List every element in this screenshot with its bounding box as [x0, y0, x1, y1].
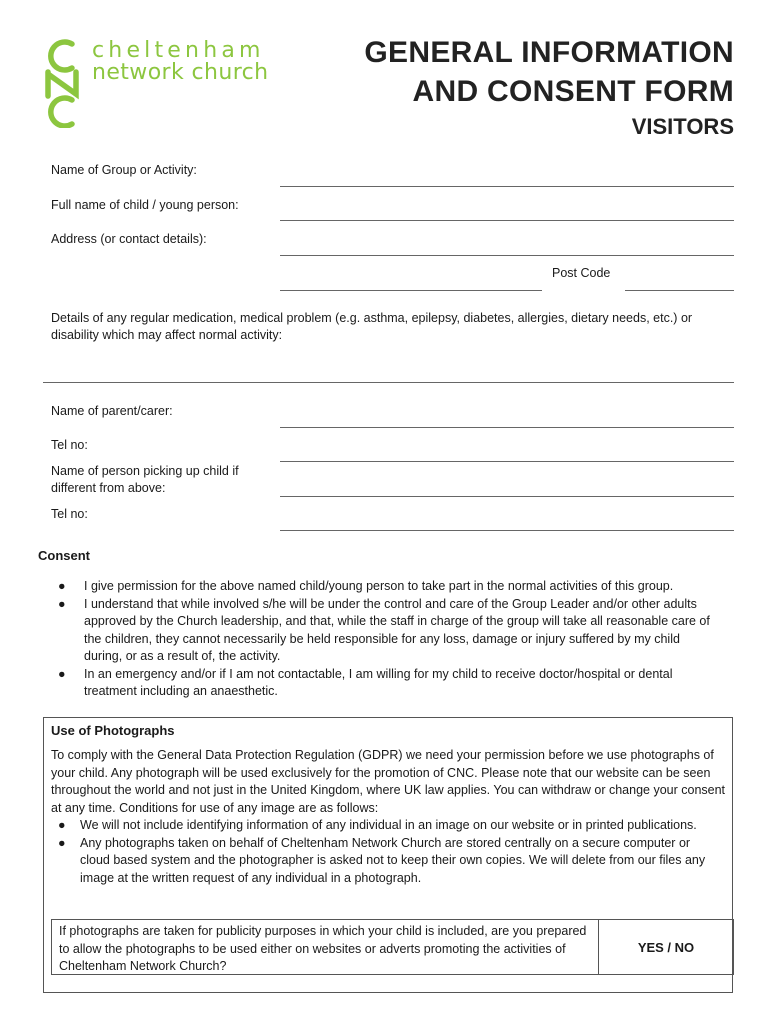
photo-consent-question: If photographs are taken for publicity purposes in which your child is included, are you prepared to allow the photographs to be used either on websites or adverts promoting the activities of Cheltenham Network Church?	[52, 920, 599, 974]
logo-text-line1: cheltenham	[92, 38, 265, 63]
pickup-label: Name of person picking up child if different from above:	[51, 464, 239, 495]
address-label: Address (or contact details):	[51, 232, 207, 246]
photographs-heading: Use of Photographs	[51, 723, 175, 738]
address-field-line2[interactable]	[280, 290, 542, 291]
full-name-label: Full name of child / young person:	[51, 198, 239, 212]
photo-consent-table	[51, 919, 734, 975]
tel-label: Tel no:	[51, 438, 88, 452]
form-subtitle: VISITORS	[631, 114, 734, 139]
parent-label: Name of parent/carer:	[51, 404, 173, 418]
bullet-icon: ●	[58, 818, 66, 832]
tel-field[interactable]	[280, 461, 734, 462]
bullet-icon: ●	[58, 596, 66, 611]
cnc-logo-icon	[38, 38, 86, 128]
bullet-icon: ●	[58, 579, 66, 593]
photographs-paragraph: To comply with the General Data Protection Regulation (GDPR) we need your permission before we use photographs of your child. Any photograph will be used exclusively for the promotion of CNC. Please note that our website can be seen throughout the world and not just in the United Kingdom, where UK law applies. You can withdraw or change your consent at any time. Conditions for use of any image are as follows:	[51, 748, 726, 815]
consent-item: ● I give permission for the above named child/young person to take part in the normal activities of this group.	[58, 578, 718, 596]
photo-consent-answer[interactable]: YES / NO	[637, 939, 695, 955]
full-name-field[interactable]	[280, 220, 734, 221]
consent-list	[58, 578, 718, 701]
consent-item: ● I understand that while involved s/he will be under the control and care of the Group Leader and/or other adults approved by the Church leadership, and that, while the staff in charge of the group will take all reasonable care of the children, they cannot necessarily be held responsible for any loss, damage or injury suffered by my child during, or as a result of, the activity.	[58, 596, 718, 666]
form-title-line1: GENERAL INFORMATION	[364, 36, 734, 69]
medical-label: Details of any regular medication, medical problem (e.g. asthma, epilepsy, diabetes, allergies, dietary needs, etc.) or disability which may affect normal activity:	[51, 311, 693, 342]
tel-label-2: Tel no:	[51, 507, 88, 521]
medical-field[interactable]	[43, 382, 734, 383]
consent-item: ● In an emergency and/or if I am not contactable, I am willing for my child to receive doctor/hospital or dental treatment including an anaesthetic.	[58, 666, 718, 701]
address-field[interactable]	[280, 255, 734, 256]
bullet-icon: ●	[58, 835, 66, 850]
logo-text-line2: network church	[92, 60, 269, 85]
parent-field[interactable]	[280, 427, 734, 428]
photographs-item: ● We will not include identifying information of any individual in an image on our website or in printed publications.	[58, 817, 723, 835]
consent-heading: Consent	[38, 548, 90, 563]
group-activity-field[interactable]	[280, 186, 734, 187]
form-title-line2: AND CONSENT FORM	[412, 75, 734, 108]
tel-field-2[interactable]	[280, 530, 734, 531]
group-activity-label: Name of Group or Activity:	[51, 163, 197, 177]
bullet-icon: ●	[58, 666, 66, 681]
photographs-list	[58, 817, 723, 887]
post-code-label: Post Code	[552, 266, 611, 280]
pickup-field[interactable]	[280, 496, 734, 497]
photographs-item: ● Any photographs taken on behalf of Cheltenham Network Church are stored centrally on a secure computer or cloud based system and the photographer is asked not to keep their own copies. We will delete from our files any image at the written request of any individual in a photograph.	[58, 835, 723, 888]
post-code-field[interactable]	[625, 290, 734, 291]
